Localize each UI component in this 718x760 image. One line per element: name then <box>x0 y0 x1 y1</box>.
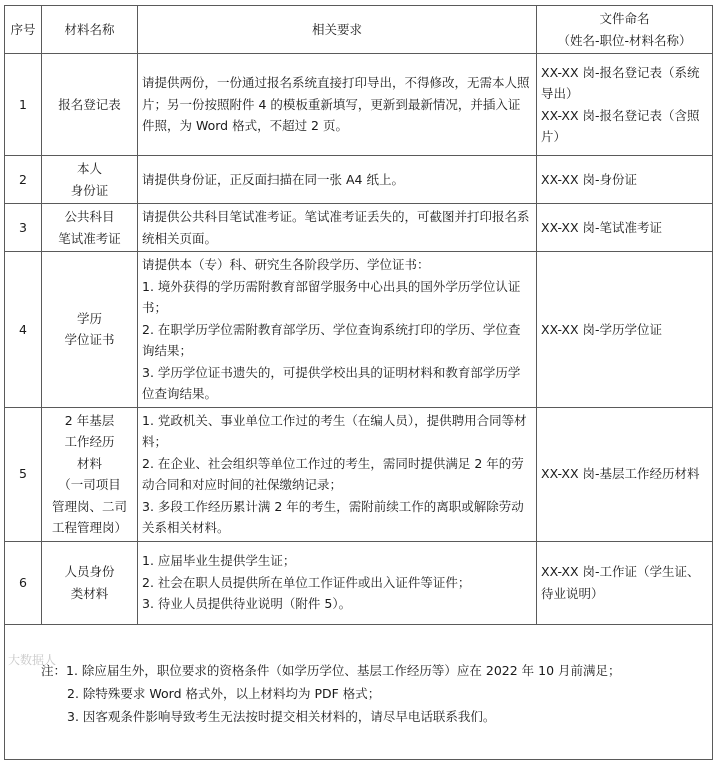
row-material-name <box>42 407 138 541</box>
row-file-naming <box>537 252 713 408</box>
table-row <box>5 204 713 252</box>
note-line-1: 注：1. 除应届生外，职位要求的资格条件（如学历学位、基层工作经历等）应在 2022 年 10 月前满足； <box>41 663 621 678</box>
header-file-naming-line2: （姓名-职位-材料名称） <box>557 32 692 48</box>
table-row <box>5 541 713 624</box>
requirement-text: 2. 在职学历学位需附教育部学历、学位查询系统打印的学历、学位查询结果； <box>142 321 521 358</box>
file-name-text: XX-XX 岗-报名登记表（含照片） <box>541 107 700 144</box>
row-seq: 3 <box>5 204 42 252</box>
watermark-logo: 大数据人 <box>8 653 57 667</box>
row-file-naming <box>537 541 713 624</box>
row-file-naming <box>537 204 713 252</box>
file-name-text: XX-XX 岗-基层工作经历材料 <box>541 466 700 482</box>
row-requirements <box>138 541 537 624</box>
material-name-line: 材料 <box>76 455 102 471</box>
row-file-naming <box>537 407 713 541</box>
table-row <box>5 407 713 541</box>
table-row <box>5 54 713 156</box>
header-seq: 序号 <box>5 6 42 54</box>
row-seq: 4 <box>5 252 42 408</box>
row-seq: 1 <box>5 54 42 156</box>
requirement-text: 请提供两份，一份通过报名系统直接打印导出，不得修改，无需本人照片；另一份按照附件 4 的模板重新填写，更新到最新情况，并插入证件照，为 Word 格式，不超过 2 页。 <box>142 75 530 134</box>
requirement-text: 1. 应届毕业生提供学生证； <box>142 553 296 569</box>
table-row <box>5 156 713 204</box>
row-seq: 2 <box>5 156 42 204</box>
material-name-line: 笔试准考证 <box>58 230 121 246</box>
requirement-text: 1. 党政机关、事业单位工作过的考生（在编人员），提供聘用合同等材料； <box>142 412 527 449</box>
material-name-line: 本人 <box>76 161 102 176</box>
material-name-line: 工程管理岗） <box>51 520 127 535</box>
material-name-line: 学位证书 <box>64 332 115 348</box>
material-name-line: 报名登记表 <box>58 96 121 112</box>
row-material-name <box>42 541 138 624</box>
file-name-text: XX-XX 岗-笔试准考证 <box>541 219 663 235</box>
requirement-text: 2. 在企业、社会组织等单位工作过的考生，需同时提供满足 2 年的劳动合同和对应时间的社保缴纳记录； <box>142 455 524 492</box>
requirement-text: 请提供身份证，正反面扫描在同一张 A4 纸上。 <box>142 171 404 187</box>
table-row <box>5 252 713 408</box>
material-name-line: 工作经历 <box>64 434 115 449</box>
material-name-line: 类材料 <box>70 585 109 601</box>
notes-row <box>5 624 713 759</box>
material-name-line: 学历 <box>76 310 102 326</box>
requirement-text: 请提供本（专）科、研究生各阶段学历、学位证书： <box>142 257 430 272</box>
row-material-name <box>42 252 138 408</box>
note-line-3: 3. 因客观条件影响导致考生无法按时提交相关材料的，请尽早电话联系我们。 <box>67 709 496 724</box>
material-name-line: 身份证 <box>70 182 109 198</box>
header-material-name: 材料名称 <box>42 6 138 54</box>
header-row <box>5 6 713 54</box>
row-seq: 6 <box>5 541 42 624</box>
material-name-line: 管理岗、二司 <box>51 498 127 514</box>
notes-cell <box>5 624 713 759</box>
row-requirements <box>138 252 537 408</box>
requirement-text: 3. 学历学位证书遗失的，可提供学校出具的证明材料和教育部学历学位查询结果。 <box>142 364 521 401</box>
file-name-text: XX-XX 岗-报名登记表（系统导出） <box>541 64 700 101</box>
row-file-naming <box>537 54 713 156</box>
row-material-name <box>42 54 138 156</box>
row-requirements <box>138 54 537 156</box>
requirement-text: 2. 社会在职人员提供所在单位工作证件或出入证件等证件； <box>142 574 471 590</box>
row-requirements <box>138 407 537 541</box>
material-name-line: 人员身份 <box>64 564 115 579</box>
material-name-line: 2 年基层 <box>64 412 115 428</box>
row-requirements <box>138 156 537 204</box>
requirement-text: 3. 待业人员提供待业说明（附件 5）。 <box>142 596 352 612</box>
requirement-text: 请提供公共科目笔试准考证。笔试准考证丢失的，可截图并打印报名系统相关页面。 <box>142 209 530 246</box>
file-name-text: XX-XX 岗-学历学位证 <box>541 321 663 337</box>
material-name-line: （一司项目 <box>58 477 121 492</box>
header-requirements: 相关要求 <box>138 6 537 54</box>
row-material-name <box>42 204 138 252</box>
header-file-naming <box>537 6 713 54</box>
row-file-naming <box>537 156 713 204</box>
header-file-naming-line1: 文件命名 <box>599 11 650 26</box>
note-line-2: 2. 除特殊要求 Word 格式外，以上材料均为 PDF 格式； <box>67 686 381 701</box>
row-requirements <box>138 204 537 252</box>
file-name-text: XX-XX 岗-工作证（学生证、待业说明） <box>541 564 700 601</box>
requirement-text: 1. 境外获得的学历需附教育部留学服务中心出具的国外学历学位认证书； <box>142 278 521 315</box>
row-material-name <box>42 156 138 204</box>
material-name-line: 公共科目 <box>64 209 115 224</box>
requirement-text: 3. 多段工作经历累计满 2 年的考生，需附前续工作的离职或解除劳动关系相关材料。 <box>142 498 524 535</box>
row-seq: 5 <box>5 407 42 541</box>
file-name-text: XX-XX 岗-身份证 <box>541 171 638 187</box>
materials-table <box>4 5 713 760</box>
